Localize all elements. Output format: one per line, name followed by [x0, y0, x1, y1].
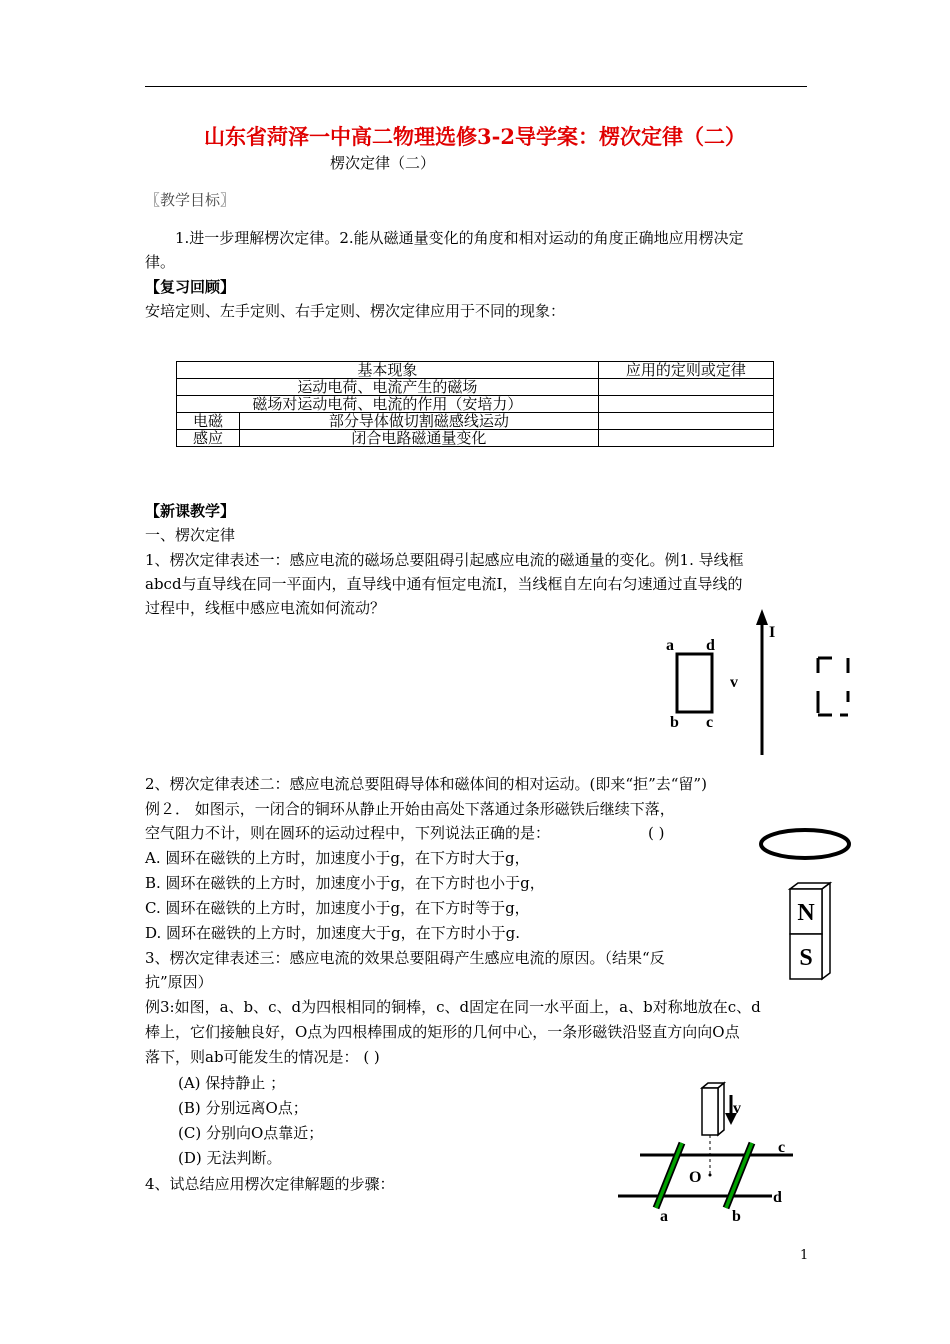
- table-row-flux-change: 闭合电路磁通量变化: [240, 430, 599, 447]
- review-intro: 安培定则、左手定则、右手定则、楞次定律应用于不同的现象：: [145, 302, 566, 320]
- rod-b: [726, 1143, 752, 1208]
- label-O: O: [689, 1169, 702, 1186]
- center-point-O: [709, 1174, 712, 1177]
- current-arrow-icon: [756, 609, 768, 625]
- label-v: v: [730, 674, 738, 691]
- figure-wire-frame: [660, 605, 870, 765]
- para2-line3: 空气阻力不计，则在圆环的运动过程中，下列说法正确的是：: [145, 824, 551, 842]
- dashed-frame: [818, 658, 848, 715]
- label-c: c: [778, 1139, 786, 1156]
- label-d: d: [706, 637, 715, 654]
- label-a: a: [660, 1208, 668, 1225]
- table-row-cutting: 部分导体做切割磁感线运动: [240, 413, 599, 430]
- label-d: d: [773, 1189, 782, 1206]
- para1-line3: 过程中，线框中感应电流如何流动？: [145, 599, 386, 617]
- page-title: 山东省菏泽一中高二物理选修3-2导学案：楞次定律（二）: [204, 124, 746, 149]
- section-1-title: 一、楞次定律: [145, 526, 236, 544]
- example3-line3: 落下，则ab可能发生的情况是： ( ): [145, 1048, 380, 1066]
- para2-line1: 2、楞次定律表述二：感应电流总要阻碍导体和磁体间的相对运动。(即来“拒”去“留”): [145, 775, 707, 793]
- answer-paren-2: ( ): [648, 824, 665, 842]
- review-heading: 【复习回顾】: [145, 278, 236, 296]
- magnet-pole-S: S: [799, 945, 813, 971]
- table-cell-empty: [598, 379, 773, 396]
- option-B: B. 圆环在磁铁的上方时，加速度小于g，在下方时也小于g，: [145, 874, 545, 892]
- rod-a: [656, 1143, 682, 1208]
- page-number: 1: [800, 1248, 809, 1263]
- wire-frame-abcd: [677, 654, 712, 712]
- table-row-magnetic-field: 运动电荷、电流产生的磁场: [177, 379, 599, 396]
- para1-line2: abcd与直导线在同一平面内，直导线中通有恒定电流I，当线框自左向右匀速通过直导线的: [145, 575, 743, 593]
- option-C: C. 圆环在磁铁的上方时，加速度小于g，在下方时等于g，: [145, 899, 530, 917]
- table-cell-empty: [598, 396, 773, 413]
- label-v: v: [733, 1100, 741, 1117]
- review-table: [176, 361, 774, 447]
- table-header-rule: 应用的定则或定律: [598, 362, 773, 379]
- label-a: a: [666, 637, 674, 654]
- newlesson-heading: 【新课教学】: [145, 502, 236, 520]
- magnet-pole-N: N: [797, 900, 815, 926]
- objectives-line-1: 1.进一步理解楞次定律。2.能从磁通量变化的角度和相对运动的角度正确地应用楞决定: [175, 229, 744, 247]
- top-rule: [145, 86, 807, 87]
- option-A: A. 圆环在磁铁的上方时，加速度小于g，在下方时大于g，: [145, 849, 530, 867]
- example3-option-C: (C) 分别向O点靠近；: [178, 1124, 324, 1142]
- figure-ring-magnet: [755, 820, 860, 985]
- example3-option-B: (B) 分别远离O点；: [178, 1099, 308, 1117]
- label-I: I: [769, 624, 776, 641]
- example3-option-D: (D) 无法判断。: [178, 1149, 282, 1167]
- label-b: b: [732, 1208, 741, 1225]
- table-cell-empty: [598, 430, 773, 447]
- label-c: c: [706, 714, 714, 731]
- falling-magnet: [702, 1083, 724, 1135]
- figure-rods-magnet: [610, 1075, 810, 1225]
- para4: 4、试总结应用楞次定律解题的步骤：: [145, 1175, 395, 1193]
- table-cell-empty: [598, 413, 773, 430]
- copper-ring: [761, 830, 849, 858]
- para1-line1: 1、楞次定律表述一：感应电流的磁场总要阻碍引起感应电流的磁通量的变化。例1. 导线框: [145, 551, 744, 569]
- option-D: D. 圆环在磁铁的上方时，加速度大于g，在下方时小于g.: [145, 924, 521, 942]
- para3-line1: 3、楞次定律表述三：感应电流的效果总要阻碍产生感应电流的原因。（结果“反: [145, 949, 665, 967]
- page-subtitle: 楞次定律（二）: [330, 154, 436, 172]
- para2-line2: 例２． 如图示，一闭合的铜环从静止开始由高处下落通过条形磁铁后继续下落，: [145, 800, 675, 818]
- table-group-em-2: 感应: [177, 430, 240, 447]
- table-row-ampere-force: 磁场对运动电荷、电流的作用（安培力）: [177, 396, 599, 413]
- para3-line2: 抗”原因）: [145, 973, 213, 991]
- example3-option-A: (A) 保持静止 ；: [178, 1074, 286, 1092]
- label-b: b: [670, 714, 679, 731]
- table-group-em-1: 电磁: [177, 413, 240, 430]
- example3-line1: 例3:如图，a、b、c、d为四根相同的铜棒，c、d固定在同一水平面上，a、b对称地放在c、d: [145, 998, 761, 1016]
- table-header-phenomenon: 基本现象: [177, 362, 599, 379]
- objectives-line-2: 律。: [145, 253, 176, 271]
- example3-line2: 棒上，它们接触良好，O点为四根棒围成的矩形的几何中心，一条形磁铁沿竖直方向向O点: [145, 1023, 740, 1041]
- objectives-heading: 〖教学目标〗: [145, 191, 236, 209]
